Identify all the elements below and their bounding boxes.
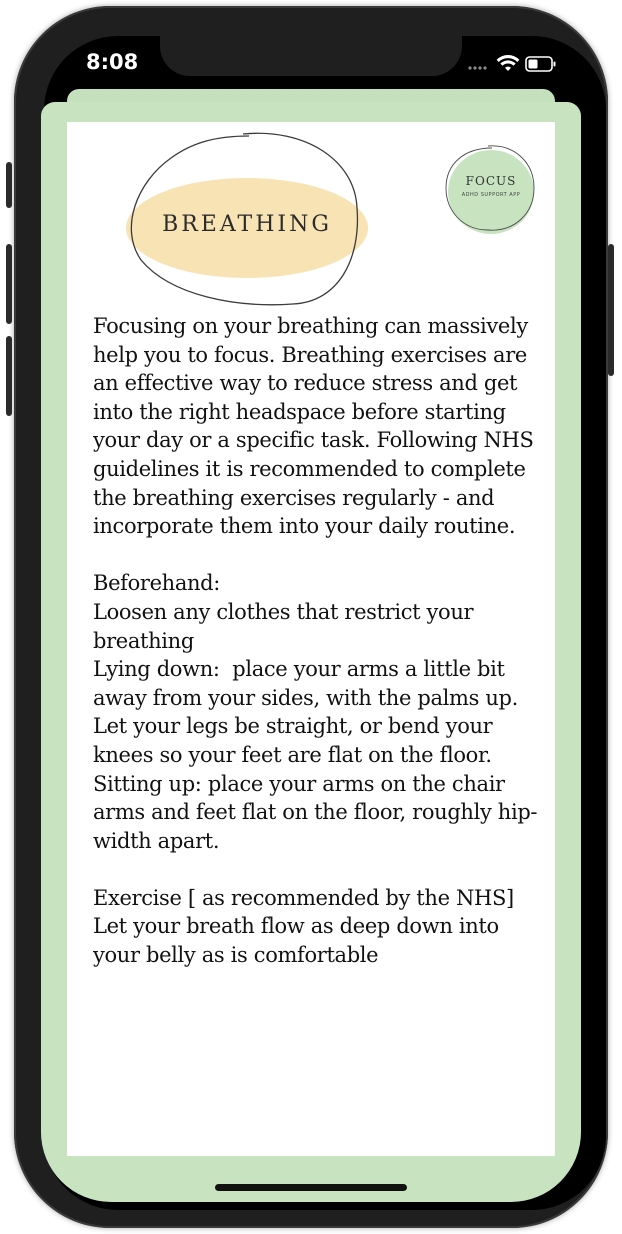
- breathing-description: Focusing on your breathing can massively help you to focus. Breathing exercises are an effective way to reduce stress and get into the right headspace before starting your day or a specific task. Following NHS guidelines it is recommended to complete the breathing exercises regularly - and incorporate them into your daily routine. Beforehand: Loosen any clothes that restrict your breathing Lying down: place your arms a little bit away from your sides, with the palms up. Let your legs be straight, or bend your knees so your feet are flat on the floor. Sitting up: place your arms on the chair arms and feet flat on the floor, roughly hip-width apart. Exercise [ as recommended by the NHS] Let your breath flow as deep down into your belly as is comfortable: [93, 314, 538, 968]
- mute-switch: [6, 162, 12, 208]
- logo-subtitle: ADHD SUPPORT APP: [461, 192, 521, 198]
- focus-logo: [444, 144, 536, 234]
- status-icons-graphic: [468, 52, 564, 76]
- volume-down-button: [6, 336, 12, 416]
- logo-title: FOCUS: [465, 174, 517, 188]
- content-card: [67, 122, 555, 1156]
- notch: [160, 28, 462, 76]
- home-indicator[interactable]: [215, 1184, 407, 1191]
- page-title: [125, 130, 371, 306]
- title-text: BREATHING: [162, 212, 332, 237]
- battery-icon: [526, 57, 556, 71]
- modal-sheet: [41, 102, 581, 1202]
- power-button: [608, 244, 614, 376]
- status-time: 8:08: [86, 50, 139, 74]
- scroll-content[interactable]: [93, 312, 543, 1068]
- wifi-icon: [497, 55, 520, 71]
- cellular-dots-icon: [468, 66, 486, 69]
- logo-ring: [444, 144, 536, 234]
- status-icons: [468, 52, 564, 76]
- volume-up-button: [6, 244, 12, 324]
